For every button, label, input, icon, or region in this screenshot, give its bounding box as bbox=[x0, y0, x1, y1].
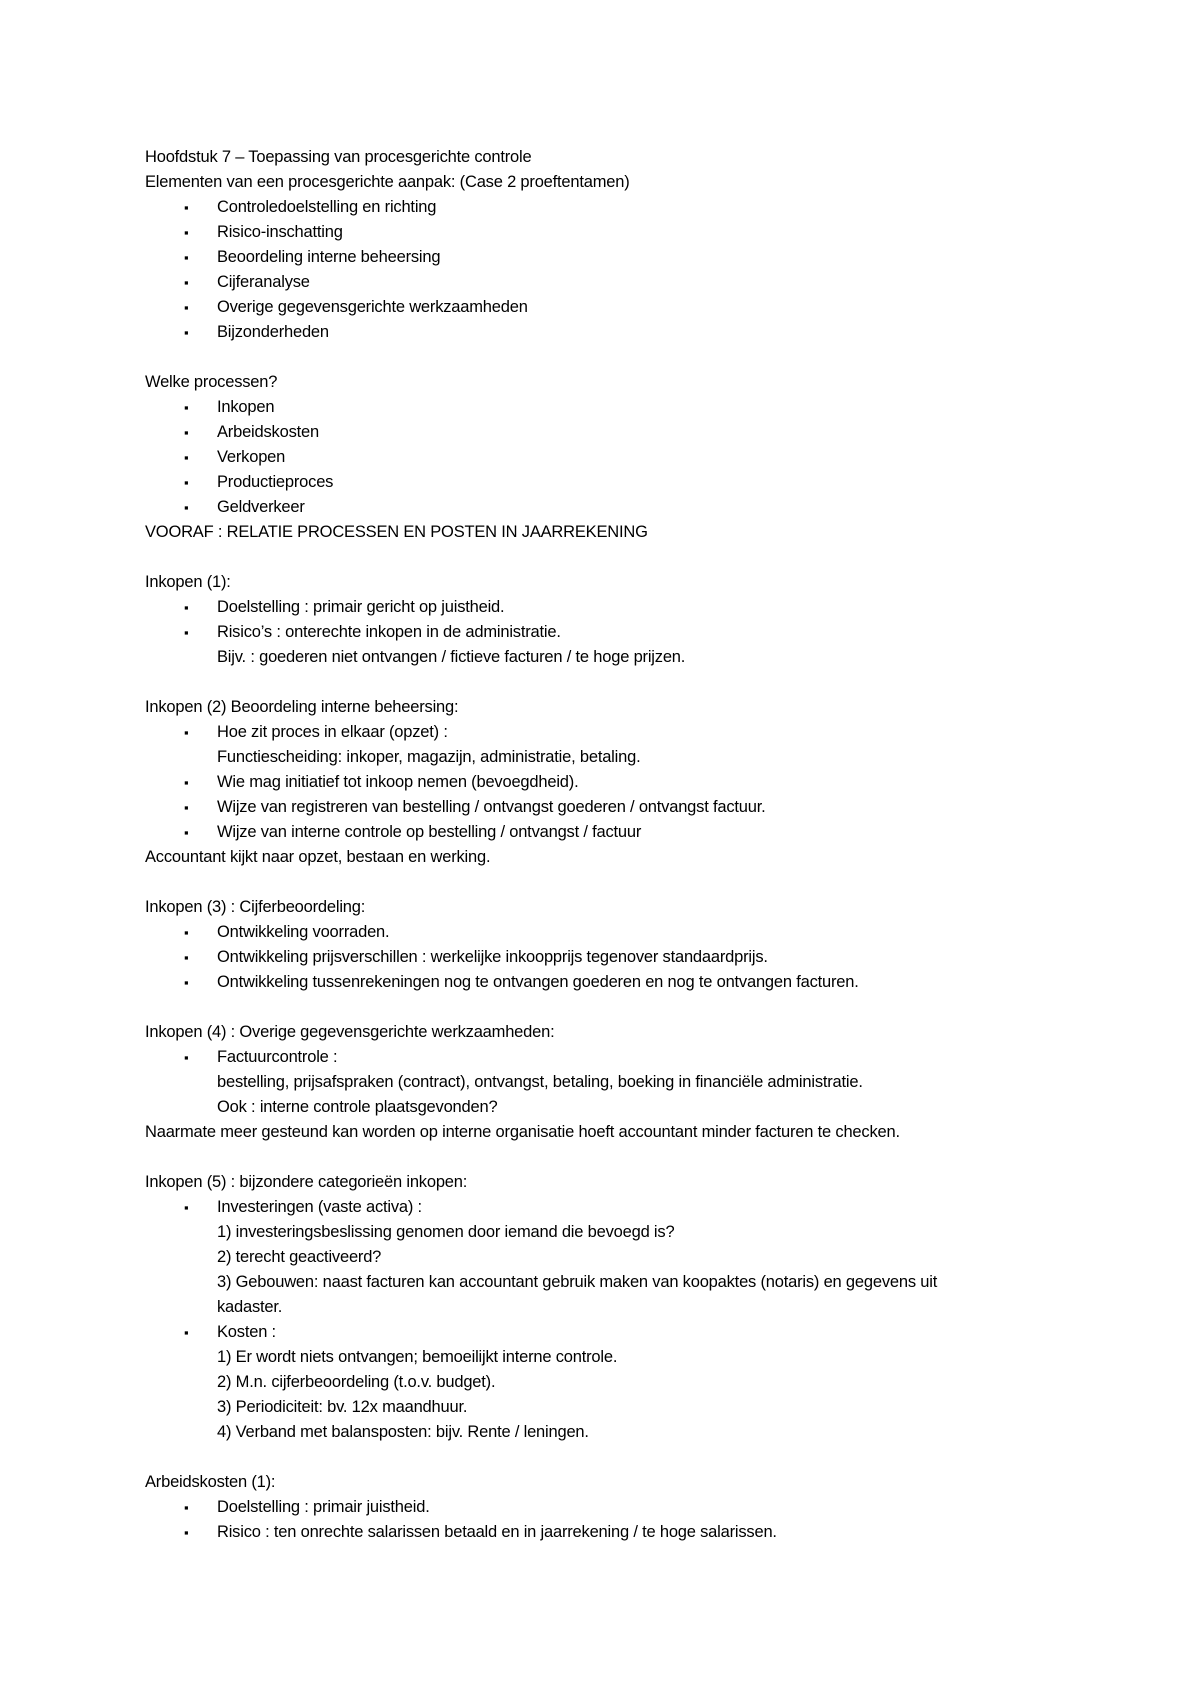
indented-line: 3) Gebouwen: naast facturen kan accountant gebruik maken van koopaktes (notaris) en gegevens uit bbox=[217, 1273, 938, 1291]
blank-line bbox=[145, 1445, 1065, 1470]
bullet-text: Investeringen (vaste activa) : bbox=[217, 1198, 422, 1216]
bullet-text: Ontwikkeling tussenrekeningen nog te ontvangen goederen en nog te ontvangen facturen. bbox=[217, 973, 859, 991]
bullet-text: Arbeidskosten bbox=[217, 423, 319, 441]
bullet-item bbox=[145, 195, 1065, 220]
bullet-marker: ▪ bbox=[184, 775, 189, 790]
bullet-marker: ▪ bbox=[184, 1200, 189, 1215]
bullet-item bbox=[145, 295, 1065, 320]
blank-line bbox=[145, 345, 1065, 370]
bullet-text: Ontwikkeling prijsverschillen : werkelijke inkoopprijs tegenover standaardprijs. bbox=[217, 948, 768, 966]
paragraph-line: Elementen van een procesgerichte aanpak: (Case 2 proeftentamen) bbox=[145, 173, 630, 191]
bullet-item bbox=[145, 820, 1065, 845]
paragraph-line: Arbeidskosten (1): bbox=[145, 1473, 276, 1491]
bullet-text: Kosten : bbox=[217, 1323, 276, 1341]
bullet-text: Geldverkeer bbox=[217, 498, 305, 516]
bullet-item bbox=[145, 1320, 1065, 1345]
bullet-text: Wijze van registreren van bestelling / ontvangst goederen / ontvangst factuur. bbox=[217, 798, 766, 816]
indented-line: 1) investeringsbeslissing genomen door iemand die bevoegd is? bbox=[217, 1223, 675, 1241]
bullet-marker: ▪ bbox=[184, 250, 189, 265]
bullet-text: Cijferanalyse bbox=[217, 273, 310, 291]
paragraph-line: Inkopen (4) : Overige gegevensgerichte werkzaamheden: bbox=[145, 1023, 555, 1041]
bullet-marker: ▪ bbox=[184, 1525, 189, 1540]
bullet-item bbox=[145, 945, 1065, 970]
bullet-marker: ▪ bbox=[184, 950, 189, 965]
bullet-text: Risico’s : onterechte inkopen in de administratie. bbox=[217, 623, 561, 641]
paragraph-line: Hoofdstuk 7 – Toepassing van procesgerichte controle bbox=[145, 148, 532, 166]
indented-line: Functiescheiding: inkoper, magazijn, administratie, betaling. bbox=[217, 748, 641, 766]
indented-line: kadaster. bbox=[217, 1298, 283, 1316]
indented-line: Bijv. : goederen niet ontvangen / fictieve facturen / te hoge prijzen. bbox=[217, 648, 686, 666]
bullet-marker: ▪ bbox=[184, 475, 189, 490]
indented-line: 2) terecht geactiveerd? bbox=[217, 1248, 382, 1266]
bullet-marker: ▪ bbox=[184, 400, 189, 415]
bullet-item bbox=[145, 245, 1065, 270]
bullet-item bbox=[145, 220, 1065, 245]
bullet-marker: ▪ bbox=[184, 925, 189, 940]
bullet-item bbox=[145, 395, 1065, 420]
bullet-item bbox=[145, 770, 1065, 795]
bullet-marker: ▪ bbox=[184, 825, 189, 840]
paragraph-line: Naarmate meer gesteund kan worden op interne organisatie hoeft accountant minder facturen te checken. bbox=[145, 1123, 900, 1141]
bullet-item bbox=[145, 720, 1065, 745]
bullet-text: Risico : ten onrechte salarissen betaald en in jaarrekening / te hoge salarissen. bbox=[217, 1523, 777, 1541]
indented-line: 1) Er wordt niets ontvangen; bemoeilijkt interne controle. bbox=[217, 1348, 618, 1366]
bullet-text: Factuurcontrole : bbox=[217, 1048, 338, 1066]
bullet-text: Hoe zit proces in elkaar (opzet) : bbox=[217, 723, 448, 741]
bullet-item bbox=[145, 270, 1065, 295]
bullet-marker: ▪ bbox=[184, 625, 189, 640]
bullet-text: Risico-inschatting bbox=[217, 223, 343, 241]
blank-line bbox=[145, 545, 1065, 570]
bullet-marker: ▪ bbox=[184, 1500, 189, 1515]
bullet-marker: ▪ bbox=[184, 225, 189, 240]
indented-line: 4) Verband met balansposten: bijv. Rente / leningen. bbox=[217, 1423, 589, 1441]
paragraph-line: Inkopen (1): bbox=[145, 573, 231, 591]
bullet-text: Doelstelling : primair gericht op juistheid. bbox=[217, 598, 505, 616]
bullet-item bbox=[145, 420, 1065, 445]
document-body bbox=[145, 145, 1065, 1545]
bullet-text: Overige gegevensgerichte werkzaamheden bbox=[217, 298, 528, 316]
bullet-text: Beoordeling interne beheersing bbox=[217, 248, 441, 266]
bullet-item bbox=[145, 1195, 1065, 1220]
bullet-item bbox=[145, 445, 1065, 470]
bullet-marker: ▪ bbox=[184, 725, 189, 740]
bullet-text: Inkopen bbox=[217, 398, 275, 416]
bullet-text: Controledoelstelling en richting bbox=[217, 198, 437, 216]
bullet-item bbox=[145, 970, 1065, 995]
indented-line: 2) M.n. cijferbeoordeling (t.o.v. budget). bbox=[217, 1373, 496, 1391]
bullet-marker: ▪ bbox=[184, 425, 189, 440]
bullet-text: Verkopen bbox=[217, 448, 286, 466]
bullet-marker: ▪ bbox=[184, 450, 189, 465]
paragraph-line: Inkopen (5) : bijzondere categorieën inkopen: bbox=[145, 1173, 468, 1191]
bullet-item bbox=[145, 495, 1065, 520]
indented-line: bestelling, prijsafspraken (contract), ontvangst, betaling, boeking in financiële administratie. bbox=[217, 1073, 863, 1091]
bullet-text: Wijze van interne controle op bestelling / ontvangst / factuur bbox=[217, 823, 642, 841]
bullet-item bbox=[145, 920, 1065, 945]
paragraph-line: Accountant kijkt naar opzet, bestaan en werking. bbox=[145, 848, 491, 866]
bullet-marker: ▪ bbox=[184, 1325, 189, 1340]
bullet-text: Bijzonderheden bbox=[217, 323, 329, 341]
bullet-text: Ontwikkeling voorraden. bbox=[217, 923, 390, 941]
bullet-marker: ▪ bbox=[184, 275, 189, 290]
bullet-item bbox=[145, 470, 1065, 495]
bullet-item bbox=[145, 320, 1065, 345]
paragraph-line: Welke processen? bbox=[145, 373, 278, 391]
bullet-item bbox=[145, 1520, 1065, 1545]
blank-line bbox=[145, 1145, 1065, 1170]
blank-line bbox=[145, 870, 1065, 895]
blank-line bbox=[145, 995, 1065, 1020]
bullet-item bbox=[145, 595, 1065, 620]
bullet-marker: ▪ bbox=[184, 500, 189, 515]
bullet-marker: ▪ bbox=[184, 975, 189, 990]
indented-line: Ook : interne controle plaatsgevonden? bbox=[217, 1098, 498, 1116]
bullet-marker: ▪ bbox=[184, 200, 189, 215]
bullet-item bbox=[145, 1495, 1065, 1520]
bullet-item bbox=[145, 795, 1065, 820]
bullet-marker: ▪ bbox=[184, 600, 189, 615]
bullet-text: Doelstelling : primair juistheid. bbox=[217, 1498, 430, 1516]
indented-line: 3) Periodiciteit: bv. 12x maandhuur. bbox=[217, 1398, 468, 1416]
paragraph-line: VOORAF : RELATIE PROCESSEN EN POSTEN IN JAARREKENING bbox=[145, 523, 648, 541]
bullet-item bbox=[145, 1045, 1065, 1070]
blank-line bbox=[145, 670, 1065, 695]
bullet-marker: ▪ bbox=[184, 300, 189, 315]
bullet-marker: ▪ bbox=[184, 325, 189, 340]
bullet-text: Wie mag initiatief tot inkoop nemen (bevoegdheid). bbox=[217, 773, 579, 791]
bullet-marker: ▪ bbox=[184, 800, 189, 815]
bullet-item bbox=[145, 620, 1065, 645]
bullet-text: Productieproces bbox=[217, 473, 334, 491]
bullet-marker: ▪ bbox=[184, 1050, 189, 1065]
paragraph-line: Inkopen (2) Beoordeling interne beheersing: bbox=[145, 698, 459, 716]
paragraph-line: Inkopen (3) : Cijferbeoordeling: bbox=[145, 898, 366, 916]
